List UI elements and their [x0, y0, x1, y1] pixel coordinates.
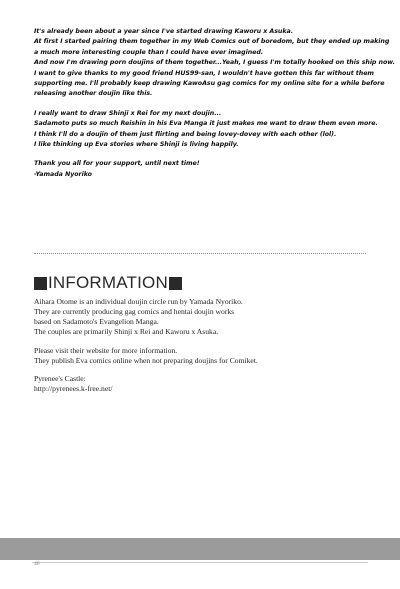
afterword-line: releasing another doujin like this. — [34, 90, 153, 98]
website-block — [34, 374, 364, 394]
info-line: Aihara Otome is an individual doujin circle run by Yamada Nyoriko. — [34, 297, 243, 306]
author-signature: -Yamada Nyoriko — [34, 170, 92, 178]
dotted-divider — [34, 253, 366, 254]
website-name: Pyrenee's Castle: — [34, 374, 86, 384]
website-note — [34, 346, 364, 366]
info-line: They are currently producing gag comics and hentai doujin works — [34, 306, 235, 316]
black-square-icon — [34, 277, 47, 290]
afterword-line: I think I'll do a doujin of them just flirting and being lovey-dovey with each other (lol). — [34, 130, 337, 138]
page-number: 46 — [34, 561, 40, 567]
afterword-line: At first I started pairing them together in my Web Comics out of boredom, but they ended up making — [34, 38, 390, 46]
afterword-paragraph-2 — [34, 109, 378, 151]
info-line: The couples are primarily Shinji x Rei and Kaworu x Asuka. — [34, 326, 219, 336]
afterword-signoff — [34, 159, 374, 180]
information-header — [34, 273, 182, 293]
afterword-line: Sadamoto puts so much Reishin in his Eva Manga it just makes me want to draw them even more. — [34, 120, 378, 128]
black-square-icon — [169, 277, 182, 290]
afterword-line: I really want to draw Shinji x Rei for my next doujin... — [34, 109, 222, 117]
afterword-line: It's already been about a year since I've started drawing Kaworu x Asuka. — [34, 28, 294, 35]
afterword-line: I like thinking up Eva stories where Shinji is living happily. — [34, 141, 239, 149]
afterword-line: a much more interesting couple than I could have ever imagined. — [34, 48, 264, 56]
footer-rule — [32, 562, 368, 563]
afterword-handwritten-note — [34, 27, 395, 180]
information-title: INFORMATION — [48, 273, 168, 292]
information-body — [34, 297, 364, 394]
website-url: http://pyrenees.k-free.net/ — [34, 384, 113, 394]
afterword-line: supporting me. I'll probably keep drawing KawoAsu gag comics for my online site for a while before — [34, 80, 385, 88]
afterword-line: And now I'm drawing porn doujins of them together...Yeah, I guess I'm totally hooked on this ship now. — [34, 59, 395, 67]
info-line: based on Sadamoto's Evangelion Manga. — [34, 316, 159, 326]
afterword-paragraph-1 — [34, 27, 395, 100]
info-line: Please visit their website for more information. — [34, 345, 178, 355]
info-line: They publish Eva comics online when not preparing doujins for Comiket. — [34, 355, 258, 365]
circle-description — [34, 297, 364, 337]
afterword-line: I want to give thanks to my good friend HUS99-san, I wouldn't have gotten this far without them — [34, 69, 374, 77]
afterword-line: Thank you all for your support, until next time! — [34, 160, 200, 168]
footer-gray-band — [0, 538, 400, 560]
